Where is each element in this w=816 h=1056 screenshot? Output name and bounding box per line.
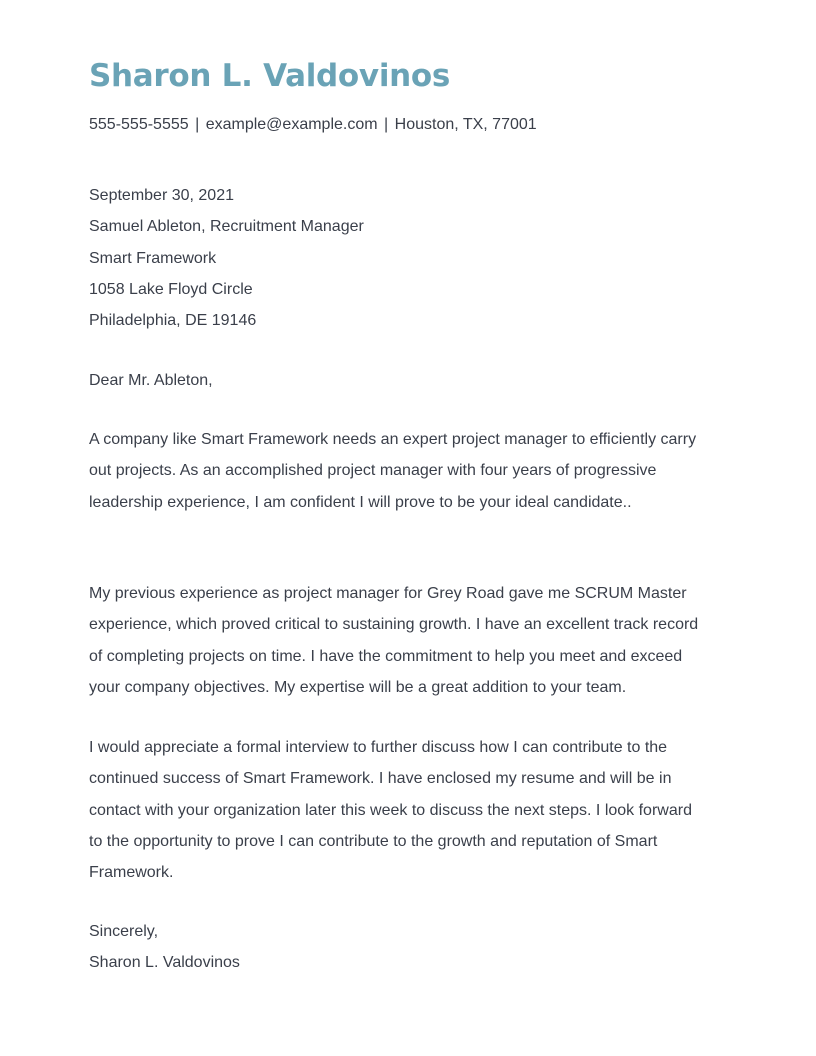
contact-line — [89, 114, 537, 136]
recipient-company: Smart Framework — [89, 249, 217, 267]
paragraph-text: My previous experience as project manager for Grey Road gave me SCRUM Master experience, which proved critical to sustaining growth. I have an excellent track record of completing projects on time. I have the commitment to help you meet and exceed your company objectives. My expertise will be a great addition to your team. — [89, 585, 699, 696]
location: Houston, TX, 77001 — [394, 116, 537, 133]
recipient-block — [89, 180, 704, 336]
letter-date: September 30, 2021 — [89, 187, 234, 204]
valediction: Sincerely, — [89, 923, 159, 940]
applicant-name: Sharon L. Valdovinos — [89, 58, 451, 94]
recipient-contact: Samuel Ableton, Recruitment Manager — [89, 218, 364, 236]
recipient-city: Philadelphia, DE 19146 — [89, 312, 257, 330]
recipient-street: 1058 Lake Floyd Circle — [89, 280, 253, 298]
separator: | — [384, 116, 389, 133]
paragraph-text: A company like Smart Framework needs an expert project manager to efficiently carry out projects. As an accomplished project manager with four years of progressive leadership experience, I am confident I will prove to be your ideal candidate.. — [89, 431, 697, 511]
signature-name: Sharon L. Valdovinos — [89, 954, 240, 972]
closing-block — [89, 916, 704, 979]
paragraph-text: I would appreciate a formal interview to further discuss how I can contribute to the continued success of Smart Framework. I have enclosed my resume and will be in contact with your organization later this week to discuss the next steps. I look forward to the opportunity to prove I can contribute to the growth and reputation of Smart Framework. — [89, 739, 692, 882]
email-address: example@example.com — [205, 116, 378, 133]
body-paragraph-2 — [89, 578, 704, 703]
salutation: Dear Mr. Ableton, — [89, 372, 213, 389]
body-paragraph-3 — [89, 732, 704, 888]
separator: | — [195, 116, 200, 133]
body-paragraph-1 — [89, 424, 704, 518]
salutation-block — [89, 365, 704, 396]
phone-number: 555-555-5555 — [89, 116, 189, 133]
